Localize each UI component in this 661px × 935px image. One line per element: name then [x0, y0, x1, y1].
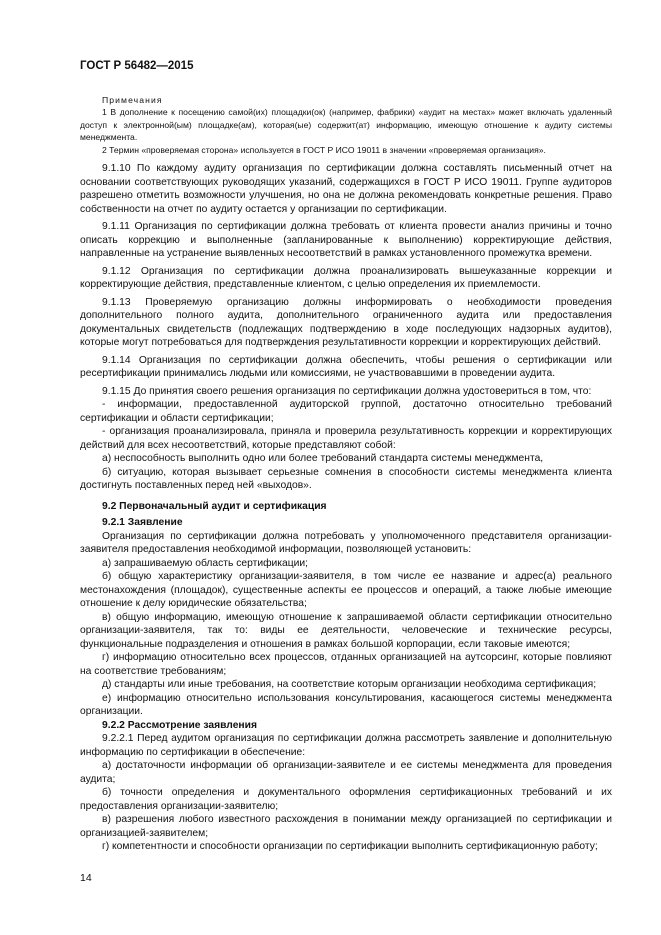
page-number: 14 [80, 872, 92, 884]
list-item: г) информацию относительно всех процессов, отданных организацией на аутсорсинг, которые повлияют на соответствие требованиям; [80, 652, 612, 677]
paragraph: Организация по сертификации должна потребовать у уполномоченного представителя организации-заявителя предоставления необходимой информации, позволяющей установить: [80, 530, 612, 556]
standard-header: ГОСТ Р 56482—2015 [80, 60, 194, 72]
page-content [80, 94, 612, 854]
list-item: в) общую информацию, имеющую отношение к запрашиваемой области сертификации относительно организации-заявителя, так то: виды ее деятельности, человеческие и технические ресурсы, функциональные подразделения и отношения в рамках большой корпорации, если таковые имеются; [80, 611, 612, 650]
list-item: а) достаточности информации об организации-заявителе и ее системы менеджмента для проведения аудита; [80, 760, 612, 785]
clause-9-1-14: 9.1.14 Организация по сертификации должна обеспечить, чтобы решения о сертификации или ресертификации принимались людьми или комиссиями, не участвовавшими в проведении аудита. [80, 354, 612, 380]
subsection-heading-9-2-2: 9.2.2 Рассмотрение заявления [102, 719, 257, 731]
list-item: в) разрешения любого известного расхождения в понимании между организацией по сертификации и организацией-заявителем; [80, 814, 612, 839]
list-item: - информации, предоставленной аудиторской группой, достаточно относительно требований сертификации и области сертификации; [80, 399, 612, 424]
list-item: - организация проанализировала, приняла и проверила результативность коррекции и корректирующих действий для всех несоответствий, которые представляют собой: [80, 426, 612, 451]
section-heading-9-2: 9.2 Первоначальный аудит и сертификация [102, 500, 327, 512]
clause-9-1-12: 9.1.12 Организация по сертификации должна проанализировать вышеуказанные коррекции и корректирующие действия, представленные клиентом, с целью определения их приемлемости. [80, 265, 612, 291]
clause-9-1-11: 9.1.11 Организация по сертификации должна требовать от клиента провести анализ причины и точно описать коррекцию и выполненные (запланированные к выполнению) корректирующие действия, направленные на устранение выявленных несоответствий в рамках установленного промежутка времени. [80, 221, 612, 260]
list-item: е) информацию относительно использования консультирования, касающегося системы менеджмента организации. [80, 692, 612, 718]
list-item: б) ситуацию, которая вызывает серьезные сомнения в способности системы менеджмента клиента достигнуть поставленных перед ней «выходов». [80, 466, 612, 492]
clause-9-1-15: 9.1.15 До принятия своего решения организация по сертификации должна удостовериться в том, что: [102, 385, 592, 397]
subsection-heading-9-2-1: 9.2.1 Заявление [102, 517, 183, 529]
body-text [80, 162, 612, 854]
notes-block [80, 94, 612, 156]
list-item: г) компетентности и способности организации по сертификации выполнить сертификационную работу; [102, 841, 598, 853]
note-item: 1 В дополнение к посещению самой(их) площадки(ок) (например, фабрики) «аудит на местах» может включать удаленный доступ к электронной(ым) площадке(ам), которая(ые) содержит(ат) информацию, имеющую отношение к аудиту системы менеджмента. [80, 107, 612, 143]
list-item: а) неспособность выполнить одно или более требований стандарта системы менеджмента, [102, 453, 544, 465]
list-item: б) точности определения и документального оформления сертификационных требований и их предоставления организации-заявителю; [80, 787, 612, 812]
note-item: 2 Термин «проверяемая сторона» используется в ГОСТ Р ИСО 19011 в значении «проверяемая организация». [102, 144, 546, 155]
clause-9-2-2-1: 9.2.2.1 Перед аудитом организация по сертификации должна рассмотреть заявление и дополнительную информацию по сертификации в обеспечение: [80, 733, 612, 758]
list-item: д) стандарты или иные требования, на соответствие которым организации необходима сертификация; [102, 679, 597, 691]
list-item: б) общую характеристику организации-заявителя, в том числе ее название и адрес(а) реального местонахождения (площадок), существенные аспекты ее процессов и операций, а также любые имеющие отношение к делу юридические обязательства; [80, 571, 612, 610]
list-item: а) запрашиваемую область сертификации; [102, 557, 309, 569]
notes-heading: Примечания [102, 95, 163, 105]
clause-9-1-13: 9.1.13 Проверяемую организацию должны информировать о необходимости проведения дополнительного полного аудита, дополнительного ограниченного аудита или предоставления документальных свидетельств (подлежащих подтверждению в ходе последующих надзорных аудитов), которые могут потребоваться для подтверждения результативности коррекции и корректирующих действий. [80, 296, 612, 349]
clause-9-1-10: 9.1.10 По каждому аудиту организация по сертификации должна составлять письменный отчет на основании соответствующих руководящих указаний, содержащихся в ГОСТ Р ИСО 19011. Группе аудиторов разрешено отметить возможности улучшения, но она не должна рекомендовать конкретные решения. Право собственности на отчет по аудиту остается у организации по сертификации. [80, 163, 612, 215]
